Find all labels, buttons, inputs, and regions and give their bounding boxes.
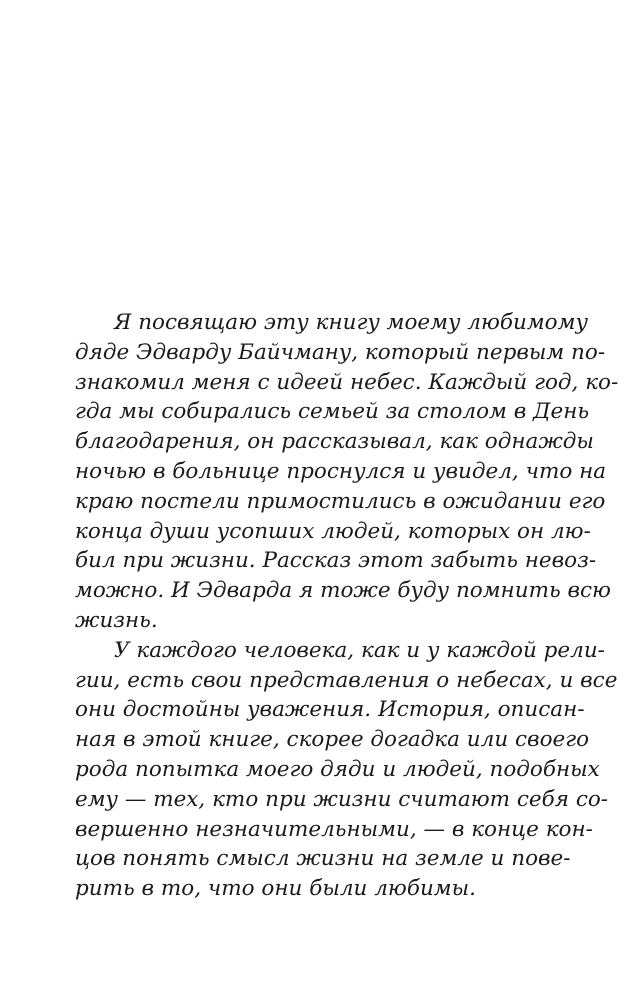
text-line: гии, есть свои представления о небесах, и все (75, 667, 618, 693)
text-line: конца души усопших людей, которых он лю- (75, 518, 591, 544)
text-line: благодарения, он рассказывал, как однажды (75, 429, 594, 455)
text-line: бил при жизни. Рассказ этот забыть невоз- (75, 548, 597, 574)
text-line: гда мы собирались семьей за столом в День (75, 399, 590, 425)
text-line: рода попытка моего дяди и людей, подобных (75, 756, 600, 782)
text-line: краю постели примостились в ожидании его (75, 488, 606, 514)
text-line: Я посвящаю эту книгу моему любимому (114, 310, 588, 335)
text-line: жизнь. (75, 607, 158, 633)
text-line: вершенно незначительными, — в конце кон- (75, 816, 593, 842)
text-line: ему — тех, кто при жизни считают себя со- (75, 786, 609, 812)
dedication-text (75, 308, 619, 904)
text-line: дяде Эдварду Байчману, который первым по- (75, 339, 606, 365)
text-line: цов понять смысл жизни на земле и пове- (75, 846, 571, 872)
text-line: они достойны уважения. История, описан- (75, 697, 585, 723)
paragraph-1 (75, 308, 619, 636)
text-line: можно. И Эдварда я тоже буду помнить всю (75, 578, 611, 604)
text-line: ная в этой книге, скорее догадка или своего (75, 727, 590, 753)
paragraph-2 (75, 636, 618, 904)
text-line: рить в то, что они были любимы. (75, 876, 476, 902)
text-line: ночью в больнице проснулся и увидел, что на (75, 458, 607, 484)
text-line: У каждого человека, как и у каждой рели- (114, 637, 605, 663)
text-line: знакомил меня с идеей небес. Каждый год, ко- (75, 369, 619, 395)
